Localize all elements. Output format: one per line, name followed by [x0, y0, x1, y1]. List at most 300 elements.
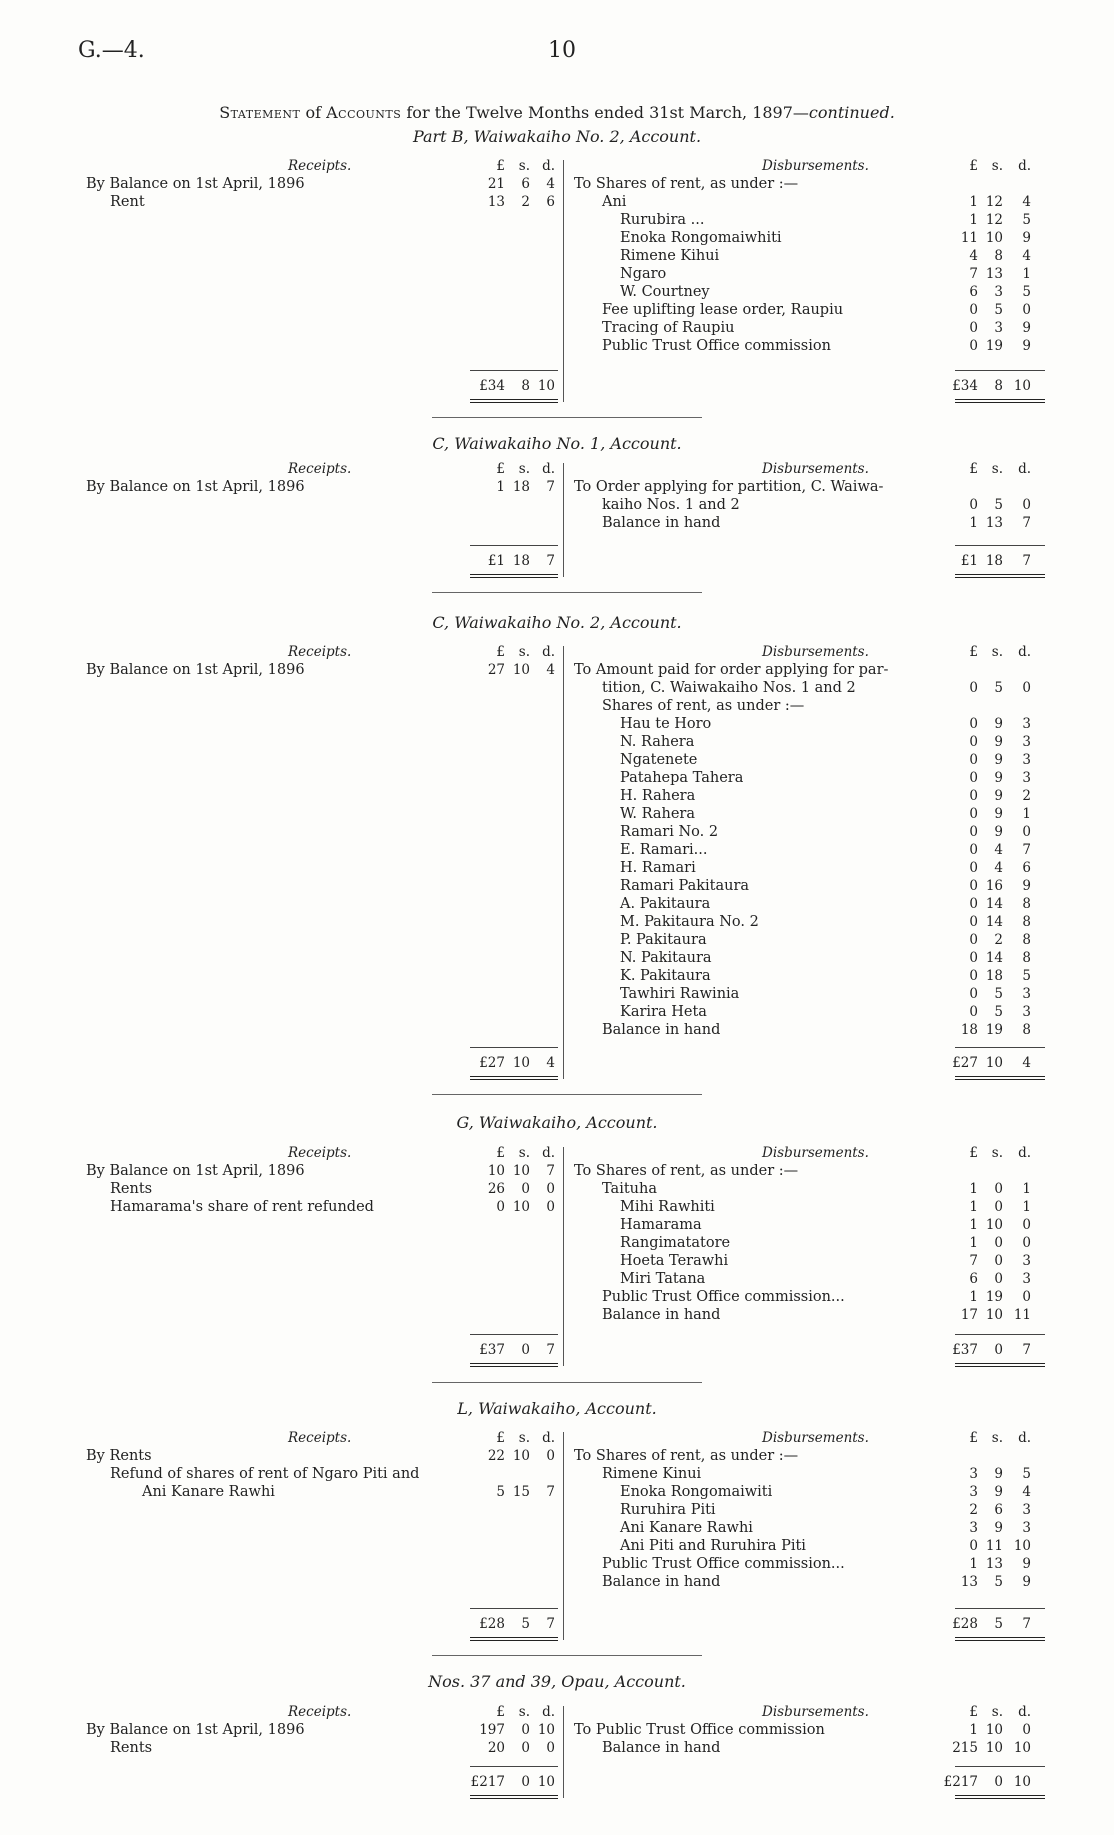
- disbursements-heading: Disbursements.: [762, 158, 869, 174]
- disbursement-pence: 10: [1013, 1740, 1031, 1756]
- statement-title: [0, 104, 1114, 121]
- receipt-pounds: 197: [479, 1722, 505, 1738]
- disbursement-label: Shares of rent, as under :—: [602, 698, 805, 714]
- title-accounts: Accounts: [326, 103, 402, 122]
- disbursement-pence: 5: [1022, 284, 1031, 300]
- disbursement-label: P. Pakitaura: [620, 932, 707, 948]
- receipt-pence: 4: [546, 662, 555, 678]
- receipts-total-rule: [470, 1766, 558, 1767]
- disbursement-shillings: 18: [985, 968, 1003, 984]
- receipts-heading: Receipts.: [288, 644, 352, 660]
- receipts-heading: Receipts.: [288, 158, 352, 174]
- disbursement-pounds: 13: [960, 1574, 978, 1590]
- receipts-pence-heading: d.: [542, 1704, 555, 1720]
- disbursements-pounds-heading: £: [969, 158, 978, 174]
- disbursement-pounds: 0: [969, 986, 978, 1002]
- disbursement-pence: 9: [1022, 320, 1031, 336]
- disbursement-pounds: 0: [969, 806, 978, 822]
- disbursement-pounds: 7: [969, 266, 978, 282]
- disbursement-label: Hamarama: [620, 1217, 702, 1233]
- receipts-total-shillings: 5: [521, 1616, 530, 1632]
- disbursement-pence: 0: [1022, 1217, 1031, 1233]
- disbursement-label: To Shares of rent, as under :—: [574, 1163, 799, 1179]
- disbursement-pounds: 0: [969, 320, 978, 336]
- disbursement-label: W. Rahera: [620, 806, 695, 822]
- disbursement-pounds: 7: [969, 1253, 978, 1269]
- disbursement-pence: 9: [1022, 230, 1031, 246]
- disbursement-label: H. Ramari: [620, 860, 696, 876]
- disbursements-total-rule: [955, 545, 1045, 546]
- column-divider: [563, 463, 564, 577]
- receipt-label: Rents: [110, 1740, 153, 1756]
- disbursement-shillings: 9: [994, 806, 1003, 822]
- disbursement-pounds: 1: [969, 1199, 978, 1215]
- disbursement-label: Rurubira ...: [620, 212, 705, 228]
- receipt-pence: 4: [546, 176, 555, 192]
- disbursement-pence: 8: [1022, 914, 1031, 930]
- disbursement-label: Miri Tatana: [620, 1271, 706, 1287]
- disbursement-shillings: 10: [985, 1722, 1003, 1738]
- disbursement-pounds: 0: [969, 680, 978, 696]
- disbursement-pounds: 1: [969, 1722, 978, 1738]
- disbursements-total-shillings: 5: [994, 1616, 1003, 1632]
- receipts-total-pence: 7: [546, 1342, 555, 1358]
- disbursement-label: Public Trust Office commission: [602, 338, 831, 354]
- disbursement-pence: 6: [1022, 860, 1031, 876]
- receipts-shillings-heading: s.: [518, 461, 530, 477]
- disbursement-pence: 0: [1022, 1289, 1031, 1305]
- receipts-pence-heading: d.: [542, 158, 555, 174]
- disbursement-pence: 11: [1013, 1307, 1031, 1323]
- disbursement-pounds: 0: [969, 1004, 978, 1020]
- receipt-label: Hamarama's share of rent refunded: [110, 1199, 374, 1215]
- disbursement-pence: 8: [1022, 950, 1031, 966]
- disbursement-label: Tracing of Raupiu: [602, 320, 735, 336]
- disbursements-heading: Disbursements.: [762, 1704, 869, 1720]
- disbursement-label: Ruruhira Piti: [620, 1502, 716, 1518]
- receipt-pounds: 27: [487, 662, 505, 678]
- disbursements-total-pence: 10: [1013, 378, 1031, 394]
- disbursement-pounds: 0: [969, 968, 978, 984]
- receipts-shillings-heading: s.: [518, 1145, 530, 1161]
- disbursement-label: Public Trust Office commission...: [602, 1289, 845, 1305]
- column-divider: [563, 1432, 564, 1640]
- disbursements-total-pence: 10: [1013, 1774, 1031, 1790]
- disbursements-shillings-heading: s.: [991, 1430, 1003, 1446]
- receipts-pounds-heading: £: [496, 1430, 505, 1446]
- disbursements-pence-heading: d.: [1018, 461, 1031, 477]
- disbursement-label: Karira Heta: [620, 1004, 707, 1020]
- receipts-total-pounds: £28: [479, 1616, 505, 1632]
- receipts-total-pounds: £27: [479, 1055, 505, 1071]
- receipt-pounds: 26: [487, 1181, 505, 1197]
- disbursement-pounds: 4: [969, 248, 978, 264]
- disbursement-shillings: 5: [994, 302, 1003, 318]
- disbursement-shillings: 3: [994, 320, 1003, 336]
- receipts-pence-heading: d.: [542, 1145, 555, 1161]
- disbursement-label: Rimene Kihui: [620, 248, 720, 264]
- disbursements-heading: Disbursements.: [762, 461, 869, 477]
- disbursements-pounds-heading: £: [969, 461, 978, 477]
- disbursement-label: Mihi Rawhiti: [620, 1199, 715, 1215]
- disbursement-pounds: 0: [969, 914, 978, 930]
- disbursement-pounds: 3: [969, 1520, 978, 1536]
- disbursement-shillings: 14: [985, 914, 1003, 930]
- disbursement-shillings: 5: [994, 1574, 1003, 1590]
- disbursement-label: Rangimatatore: [620, 1235, 731, 1251]
- title-prefix: Statement: [219, 103, 301, 122]
- disbursement-label: Hau te Horo: [620, 716, 712, 732]
- disbursements-total-pence: 7: [1022, 1342, 1031, 1358]
- disbursements-total-rule: [955, 1608, 1045, 1609]
- disbursement-pounds: 17: [960, 1307, 978, 1323]
- disbursement-label: tition, C. Waiwakaiho Nos. 1 and 2: [602, 680, 856, 696]
- disbursements-total-rule: [955, 1766, 1045, 1767]
- disbursements-total-shillings: 0: [994, 1342, 1003, 1358]
- disbursement-shillings: 10: [985, 230, 1003, 246]
- disbursement-shillings: 4: [994, 842, 1003, 858]
- receipt-label: By Balance on 1st April, 1896: [86, 1722, 305, 1738]
- disbursement-shillings: 0: [994, 1199, 1003, 1215]
- disbursement-shillings: 13: [985, 1556, 1003, 1572]
- disbursement-shillings: 14: [985, 950, 1003, 966]
- disbursement-pence: 9: [1022, 878, 1031, 894]
- disbursement-label: Ngatenete: [620, 752, 698, 768]
- disbursement-shillings: 9: [994, 788, 1003, 804]
- disbursement-shillings: 19: [985, 1022, 1003, 1038]
- receipts-shillings-heading: s.: [518, 1704, 530, 1720]
- disbursement-pence: 3: [1022, 716, 1031, 732]
- receipts-total-pence: 4: [546, 1055, 555, 1071]
- disbursement-shillings: 9: [994, 770, 1003, 786]
- receipts-heading: Receipts.: [288, 1145, 352, 1161]
- receipt-pounds: 5: [496, 1484, 505, 1500]
- disbursements-shillings-heading: s.: [991, 644, 1003, 660]
- disbursement-shillings: 9: [994, 752, 1003, 768]
- receipt-shillings: 6: [521, 176, 530, 192]
- title-continued: continued.: [808, 103, 895, 122]
- receipt-pounds: 22: [487, 1448, 505, 1464]
- disbursement-label: H. Rahera: [620, 788, 696, 804]
- title-middle: of: [300, 103, 327, 122]
- receipt-pounds: 20: [487, 1740, 505, 1756]
- disbursement-shillings: 9: [994, 1520, 1003, 1536]
- disbursements-total-pence: 7: [1022, 1616, 1031, 1632]
- receipts-total-double-rule: [470, 1637, 558, 1641]
- disbursement-pence: 5: [1022, 1466, 1031, 1482]
- receipt-label: By Balance on 1st April, 1896: [86, 479, 305, 495]
- disbursements-total-rule: [955, 370, 1045, 371]
- receipts-pounds-heading: £: [496, 1704, 505, 1720]
- page-number: 10: [548, 38, 576, 63]
- disbursement-pence: 0: [1022, 1722, 1031, 1738]
- receipt-pounds: 13: [487, 194, 505, 210]
- disbursement-pence: 8: [1022, 896, 1031, 912]
- disbursement-pence: 3: [1022, 986, 1031, 1002]
- account-title: C, Waiwakaiho No. 2, Account.: [432, 613, 682, 632]
- disbursements-heading: Disbursements.: [762, 644, 869, 660]
- receipts-total-rule: [470, 545, 558, 546]
- receipts-total-pounds: £34: [479, 378, 505, 394]
- disbursement-label: Ani Kanare Rawhi: [620, 1520, 753, 1536]
- disbursement-shillings: 9: [994, 1484, 1003, 1500]
- receipt-shillings: 10: [512, 1163, 530, 1179]
- disbursement-shillings: 19: [985, 1289, 1003, 1305]
- receipt-label: By Balance on 1st April, 1896: [86, 1163, 305, 1179]
- disbursement-pence: 7: [1022, 842, 1031, 858]
- disbursement-shillings: 0: [994, 1181, 1003, 1197]
- disbursements-total-double-rule: [955, 1363, 1045, 1367]
- disbursement-pounds: 215: [952, 1740, 978, 1756]
- disbursement-shillings: 0: [994, 1271, 1003, 1287]
- disbursement-shillings: 4: [994, 860, 1003, 876]
- disbursement-pence: 3: [1022, 1271, 1031, 1287]
- disbursement-pence: 3: [1022, 770, 1031, 786]
- disbursement-pounds: 6: [969, 1271, 978, 1287]
- disbursements-total-pounds: £217: [943, 1774, 978, 1790]
- disbursement-label: Balance in hand: [602, 1574, 721, 1590]
- receipt-pence: 0: [546, 1181, 555, 1197]
- receipts-total-shillings: 0: [521, 1342, 530, 1358]
- receipt-shillings: 15: [512, 1484, 530, 1500]
- account-title: Nos. 37 and 39, Opau, Account.: [428, 1672, 686, 1691]
- disbursements-total-double-rule: [955, 1076, 1045, 1080]
- receipts-pounds-heading: £: [496, 158, 505, 174]
- disbursement-pounds: 6: [969, 284, 978, 300]
- disbursement-pence: 4: [1022, 194, 1031, 210]
- disbursement-pence: 1: [1022, 266, 1031, 282]
- receipts-total-rule: [470, 370, 558, 371]
- disbursement-shillings: 9: [994, 716, 1003, 732]
- disbursement-shillings: 9: [994, 734, 1003, 750]
- disbursement-pounds: 18: [960, 1022, 978, 1038]
- disbursement-label: Ngaro: [620, 266, 667, 282]
- receipts-heading: Receipts.: [288, 1704, 352, 1720]
- account-title: Part B, Waiwakaiho No. 2, Account.: [412, 127, 702, 146]
- disbursements-total-pounds: £37: [952, 1342, 978, 1358]
- disbursement-pounds: 1: [969, 515, 978, 531]
- disbursements-pence-heading: d.: [1018, 1145, 1031, 1161]
- disbursement-pence: 7: [1022, 515, 1031, 531]
- disbursement-pence: 9: [1022, 1574, 1031, 1590]
- disbursements-total-pence: 4: [1022, 1055, 1031, 1071]
- disbursements-total-double-rule: [955, 399, 1045, 403]
- disbursement-pounds: 0: [969, 338, 978, 354]
- disbursements-heading: Disbursements.: [762, 1145, 869, 1161]
- receipt-shillings: 2: [521, 194, 530, 210]
- disbursement-label: Balance in hand: [602, 1307, 721, 1323]
- disbursements-pounds-heading: £: [969, 1430, 978, 1446]
- receipts-total-double-rule: [470, 1363, 558, 1367]
- disbursement-label: Taituha: [602, 1181, 657, 1197]
- receipts-heading: Receipts.: [288, 1430, 352, 1446]
- disbursement-pence: 1: [1022, 1181, 1031, 1197]
- disbursement-label: kaiho Nos. 1 and 2: [602, 497, 740, 513]
- disbursement-pounds: 0: [969, 860, 978, 876]
- disbursement-shillings: 13: [985, 515, 1003, 531]
- disbursement-pounds: 11: [960, 230, 978, 246]
- disbursement-shillings: 11: [985, 1538, 1003, 1554]
- receipts-shillings-heading: s.: [518, 158, 530, 174]
- disbursement-pence: 9: [1022, 338, 1031, 354]
- disbursement-label: Patahepa Tahera: [620, 770, 744, 786]
- disbursement-shillings: 2: [994, 932, 1003, 948]
- disbursement-shillings: 3: [994, 284, 1003, 300]
- disbursements-total-pence: 7: [1022, 553, 1031, 569]
- section-separator: [432, 1382, 702, 1383]
- disbursement-shillings: 9: [994, 1466, 1003, 1482]
- disbursement-label: Enoka Rongomaiwiti: [620, 1484, 773, 1500]
- disbursement-label: Balance in hand: [602, 1022, 721, 1038]
- disbursements-total-shillings: 18: [985, 553, 1003, 569]
- receipts-total-pence: 10: [537, 378, 555, 394]
- disbursement-label: To Shares of rent, as under :—: [574, 176, 799, 192]
- disbursement-pence: 0: [1022, 824, 1031, 840]
- disbursement-pence: 4: [1022, 248, 1031, 264]
- disbursement-pence: 5: [1022, 968, 1031, 984]
- disbursement-pounds: 1: [969, 1181, 978, 1197]
- section-separator: [432, 592, 702, 593]
- disbursement-pounds: 0: [969, 716, 978, 732]
- disbursements-pence-heading: d.: [1018, 644, 1031, 660]
- disbursements-shillings-heading: s.: [991, 461, 1003, 477]
- receipt-label: Ani Kanare Rawhi: [142, 1484, 275, 1500]
- disbursement-label: To Public Trust Office commission: [574, 1722, 825, 1738]
- disbursement-shillings: 9: [994, 824, 1003, 840]
- receipts-pounds-heading: £: [496, 644, 505, 660]
- disbursement-pence: 1: [1022, 1199, 1031, 1215]
- receipts-pounds-heading: £: [496, 1145, 505, 1161]
- receipts-total-rule: [470, 1608, 558, 1609]
- disbursement-label: Fee uplifting lease order, Raupiu: [602, 302, 844, 318]
- disbursements-shillings-heading: s.: [991, 158, 1003, 174]
- disbursement-pence: 8: [1022, 1022, 1031, 1038]
- disbursement-label: Ramari No. 2: [620, 824, 719, 840]
- receipts-total-shillings: 10: [512, 1055, 530, 1071]
- receipt-shillings: 10: [512, 1199, 530, 1215]
- receipts-heading: Receipts.: [288, 461, 352, 477]
- disbursement-label: M. Pakitaura No. 2: [620, 914, 759, 930]
- disbursement-label: Rimene Kinui: [602, 1466, 702, 1482]
- receipts-total-double-rule: [470, 1076, 558, 1080]
- receipt-shillings: 0: [521, 1181, 530, 1197]
- receipt-pence: 0: [546, 1740, 555, 1756]
- receipt-pounds: 21: [487, 176, 505, 192]
- disbursements-heading: Disbursements.: [762, 1430, 869, 1446]
- disbursement-label: N. Rahera: [620, 734, 695, 750]
- disbursements-pence-heading: d.: [1018, 1430, 1031, 1446]
- disbursement-pounds: 1: [969, 1217, 978, 1233]
- section-separator: [432, 417, 702, 418]
- disbursement-shillings: 8: [994, 248, 1003, 264]
- disbursement-pounds: 1: [969, 1235, 978, 1251]
- disbursement-pence: 0: [1022, 302, 1031, 318]
- disbursements-shillings-heading: s.: [991, 1704, 1003, 1720]
- disbursement-pence: 9: [1022, 1556, 1031, 1572]
- disbursement-label: N. Pakitaura: [620, 950, 712, 966]
- account-title: C, Waiwakaiho No. 1, Account.: [432, 434, 682, 453]
- disbursement-shillings: 13: [985, 266, 1003, 282]
- disbursement-label: Ramari Pakitaura: [620, 878, 750, 894]
- receipt-label: Rents: [110, 1181, 153, 1197]
- receipt-pence: 0: [546, 1199, 555, 1215]
- receipts-total-shillings: 0: [521, 1774, 530, 1790]
- receipt-shillings: 10: [512, 662, 530, 678]
- disbursements-pence-heading: d.: [1018, 1704, 1031, 1720]
- receipts-total-pounds: £217: [470, 1774, 505, 1790]
- receipt-pence: 6: [546, 194, 555, 210]
- receipt-pence: 7: [546, 1163, 555, 1179]
- disbursement-label: Tawhiri Rawinia: [620, 986, 740, 1002]
- receipt-shillings: 0: [521, 1740, 530, 1756]
- column-divider: [563, 1147, 564, 1366]
- disbursement-label: To Shares of rent, as under :—: [574, 1448, 799, 1464]
- receipt-shillings: 0: [521, 1722, 530, 1738]
- disbursement-pounds: 0: [969, 932, 978, 948]
- disbursement-pounds: 0: [969, 302, 978, 318]
- disbursement-shillings: 16: [985, 878, 1003, 894]
- receipts-total-double-rule: [470, 574, 558, 578]
- disbursement-pence: 2: [1022, 788, 1031, 804]
- disbursement-pence: 10: [1013, 1538, 1031, 1554]
- receipts-total-shillings: 8: [521, 378, 530, 394]
- receipts-pence-heading: d.: [542, 461, 555, 477]
- disbursement-label: W. Courtney: [620, 284, 710, 300]
- disbursement-pence: 3: [1022, 1520, 1031, 1536]
- disbursement-pounds: 0: [969, 770, 978, 786]
- receipt-pence: 0: [546, 1448, 555, 1464]
- receipts-pence-heading: d.: [542, 1430, 555, 1446]
- column-divider: [563, 1706, 564, 1798]
- disbursement-shillings: 5: [994, 986, 1003, 1002]
- disbursement-pounds: 0: [969, 752, 978, 768]
- receipt-pounds: 0: [496, 1199, 505, 1215]
- disbursement-label: Balance in hand: [602, 1740, 721, 1756]
- disbursements-total-pounds: £1: [960, 553, 978, 569]
- disbursements-total-shillings: 10: [985, 1055, 1003, 1071]
- disbursement-pence: 3: [1022, 734, 1031, 750]
- receipts-total-pence: 7: [546, 553, 555, 569]
- receipt-shillings: 10: [512, 1448, 530, 1464]
- disbursement-pounds: 0: [969, 1538, 978, 1554]
- disbursements-shillings-heading: s.: [991, 1145, 1003, 1161]
- disbursement-pence: 3: [1022, 1502, 1031, 1518]
- disbursement-shillings: 6: [994, 1502, 1003, 1518]
- disbursements-pence-heading: d.: [1018, 158, 1031, 174]
- receipts-total-shillings: 18: [512, 553, 530, 569]
- receipt-label: By Rents: [86, 1448, 152, 1464]
- receipt-label: By Balance on 1st April, 1896: [86, 662, 305, 678]
- disbursement-shillings: 19: [985, 338, 1003, 354]
- receipts-total-pounds: £37: [479, 1342, 505, 1358]
- disbursement-pounds: 0: [969, 824, 978, 840]
- disbursement-pence: 3: [1022, 1004, 1031, 1020]
- disbursement-pounds: 0: [969, 950, 978, 966]
- title-rest: for the Twelve Months ended 31st March, 1897—: [401, 103, 809, 122]
- receipts-pence-heading: d.: [542, 644, 555, 660]
- receipt-pence: 10: [537, 1722, 555, 1738]
- disbursements-total-double-rule: [955, 1795, 1045, 1799]
- disbursement-label: Ani Piti and Ruruhira Piti: [620, 1538, 806, 1554]
- disbursement-pounds: 3: [969, 1466, 978, 1482]
- receipt-pounds: 10: [487, 1163, 505, 1179]
- disbursements-total-double-rule: [955, 574, 1045, 578]
- disbursement-label: E. Ramari...: [620, 842, 708, 858]
- disbursement-shillings: 5: [994, 497, 1003, 513]
- disbursement-shillings: 0: [994, 1235, 1003, 1251]
- receipts-total-rule: [470, 1047, 558, 1048]
- disbursements-pounds-heading: £: [969, 1704, 978, 1720]
